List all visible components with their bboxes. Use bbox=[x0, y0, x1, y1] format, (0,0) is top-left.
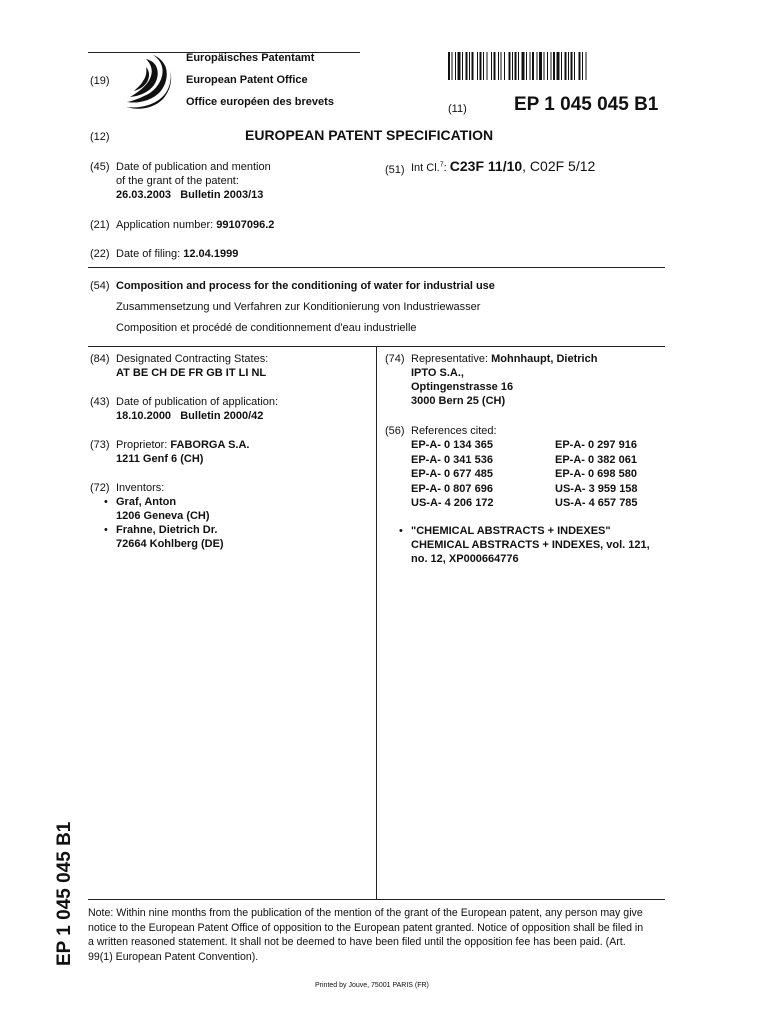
code-72: (72) bbox=[90, 482, 110, 494]
note-line: notice to the European Patent Office of opposition to the European patent granted. Notice of opposition shall be filed in bbox=[88, 921, 644, 934]
references-right-column bbox=[555, 438, 638, 511]
barcode-bar bbox=[472, 52, 474, 80]
nonpatent-bullet: • bbox=[399, 525, 403, 537]
application-publication-value: 18.10.2000 Bulletin 2000/42 bbox=[116, 410, 264, 422]
proprietor-name: FABORGA S.A. bbox=[170, 439, 250, 451]
barcode-bar bbox=[458, 52, 461, 80]
code-12: (12) bbox=[90, 131, 110, 143]
barcode bbox=[448, 52, 664, 80]
barcode-bar bbox=[537, 52, 538, 80]
int-cl-primary: C23F 11/10 bbox=[449, 158, 523, 174]
barcode-bar bbox=[498, 52, 499, 80]
grant-date-value: 26.03.2003 Bulletin 2003/13 bbox=[116, 189, 264, 201]
reference-item: US-A- 3 959 158 bbox=[555, 482, 638, 495]
opposition-note bbox=[88, 906, 668, 964]
barcode-bar bbox=[466, 52, 468, 80]
barcode-bar bbox=[448, 52, 450, 80]
application-publication-label: Date of publication of application: bbox=[116, 396, 279, 408]
inventor-bullet: • bbox=[104, 496, 108, 508]
barcode-bar bbox=[491, 52, 492, 80]
references-left-column bbox=[411, 438, 494, 511]
barcode-bar bbox=[509, 52, 511, 80]
designated-states-value: AT BE CH DE FR GB IT LI NL bbox=[116, 367, 267, 379]
barcode-bar bbox=[483, 52, 484, 80]
inventor-name: Frahne, Dietrich Dr. bbox=[116, 524, 218, 536]
grant-date-label-1: Date of publication and mention bbox=[116, 161, 271, 173]
application-number-label: Application number: bbox=[116, 219, 214, 231]
nonpatent-citation-line-1: "CHEMICAL ABSTRACTS + INDEXES" bbox=[411, 525, 611, 537]
representative-firm: IPTO S.A., bbox=[411, 367, 464, 379]
reference-item: EP-A- 0 677 485 bbox=[411, 468, 493, 480]
barcode-bar bbox=[462, 52, 463, 80]
note-line: 99(1) European Patent Convention). bbox=[88, 950, 259, 963]
barcode-bar bbox=[504, 52, 505, 80]
inventor-address: 1206 Geneva (CH) bbox=[116, 510, 210, 522]
inventor-bullet: • bbox=[104, 524, 108, 536]
barcode-bar bbox=[469, 52, 470, 80]
int-cl-colon: : bbox=[443, 162, 447, 174]
office-name-en: European Patent Office bbox=[186, 74, 308, 86]
barcode-bar bbox=[522, 52, 525, 80]
representative-city: 3000 Bern 25 (CH) bbox=[411, 395, 506, 407]
proprietor bbox=[116, 438, 249, 452]
code-73: (73) bbox=[90, 439, 110, 451]
int-cl-secondary: , C02F 5/12 bbox=[522, 158, 596, 174]
representative-street: Optingenstrasse 16 bbox=[411, 381, 514, 393]
barcode-bar bbox=[574, 52, 575, 80]
int-cl-superscript: 7 bbox=[439, 161, 444, 169]
barcode-bar bbox=[526, 52, 527, 80]
reference-item: US-A- 4 657 785 bbox=[555, 497, 638, 509]
rule-before-note bbox=[88, 899, 665, 900]
code-56: (56) bbox=[385, 425, 405, 437]
reference-item: EP-A- 0 341 536 bbox=[411, 453, 493, 466]
inventor-name: Graf, Anton bbox=[116, 496, 177, 508]
int-cl bbox=[411, 158, 595, 175]
note-line: Note: Within nine months from the publication of the mention of the grant of the European patent, any person may give bbox=[88, 907, 643, 919]
code-19: (19) bbox=[90, 75, 110, 87]
barcode-bar bbox=[515, 52, 517, 80]
barcode-bar bbox=[544, 52, 545, 80]
representative bbox=[411, 352, 597, 366]
epo-logo-icon bbox=[122, 54, 172, 112]
barcode-bar bbox=[547, 52, 548, 80]
side-publication-number: EP 1 045 045 B1 bbox=[54, 821, 75, 966]
barcode-bar bbox=[586, 52, 587, 80]
rule-before-title bbox=[88, 267, 665, 268]
title-english: Composition and process for the conditioning of water for industrial use bbox=[116, 280, 495, 292]
office-name-fr: Office européen des brevets bbox=[186, 96, 334, 108]
reference-item: EP-A- 0 297 916 bbox=[555, 439, 637, 451]
int-cl-label: Int Cl. bbox=[411, 162, 440, 174]
reference-item: US-A- 4 206 172 bbox=[411, 497, 494, 509]
title-french: Composition et procédé de conditionnement d'eau industrielle bbox=[116, 322, 417, 334]
barcode-bar bbox=[512, 52, 513, 80]
barcode-bar bbox=[568, 52, 569, 80]
reference-item: EP-A- 0 134 365 bbox=[411, 439, 493, 451]
inventor-address: 72664 Kohlberg (DE) bbox=[116, 538, 224, 550]
printer-imprint: Printed by Jouve, 75001 PARIS (FR) bbox=[315, 982, 429, 989]
office-name-de: Europäisches Patentamt bbox=[186, 52, 315, 64]
barcode-bar bbox=[480, 52, 482, 80]
nonpatent-citation-line-2: CHEMICAL ABSTRACTS + INDEXES, vol. 121, bbox=[411, 539, 650, 551]
code-22: (22) bbox=[90, 248, 110, 260]
barcode-bar bbox=[452, 52, 453, 80]
barcode-bar bbox=[571, 52, 573, 80]
code-11: (11) bbox=[448, 103, 467, 115]
barcode-bar bbox=[579, 52, 581, 80]
barcode-bar bbox=[487, 52, 488, 80]
barcode-bar bbox=[530, 52, 531, 80]
publication-number: EP 1 045 045 B1 bbox=[514, 94, 659, 115]
note-line: a written reasoned statement. It shall not be deemed to have been filed until the opposition fee has been paid. (Art. bbox=[88, 936, 626, 948]
application-number bbox=[116, 218, 274, 232]
barcode-bar bbox=[565, 52, 567, 80]
application-number-value: 99107096.2 bbox=[216, 219, 275, 231]
representative-name: Mohnhaupt, Dietrich bbox=[491, 353, 598, 365]
references-label: References cited: bbox=[411, 425, 497, 437]
column-divider bbox=[376, 346, 377, 899]
reference-item: EP-A- 0 698 580 bbox=[555, 468, 637, 480]
barcode-bar bbox=[551, 52, 552, 80]
barcode-bar bbox=[557, 52, 560, 80]
title-german: Zusammensetzung und Verfahren zur Konditionierung von Industriewasser bbox=[116, 301, 481, 313]
barcode-bar bbox=[518, 52, 519, 80]
inventors-label: Inventors: bbox=[116, 482, 165, 494]
code-84: (84) bbox=[90, 353, 110, 365]
barcode-bar bbox=[561, 52, 562, 80]
proprietor-label: Proprietor: bbox=[116, 439, 168, 451]
filing-date-label: Date of filing: bbox=[116, 248, 181, 260]
designated-states-label: Designated Contracting States: bbox=[116, 353, 269, 365]
filing-date-value: 12.04.1999 bbox=[183, 248, 239, 260]
code-21: (21) bbox=[90, 219, 110, 231]
reference-item: EP-A- 0 382 061 bbox=[555, 453, 637, 466]
filing-date bbox=[116, 247, 238, 261]
code-51: (51) bbox=[385, 164, 405, 176]
nonpatent-citation-line-3: no. 12, XP000664776 bbox=[411, 553, 519, 565]
barcode-bar bbox=[477, 52, 478, 80]
code-43: (43) bbox=[90, 396, 110, 408]
code-54: (54) bbox=[90, 280, 110, 292]
document-type: EUROPEAN PATENT SPECIFICATION bbox=[245, 127, 494, 143]
barcode-bar bbox=[494, 52, 496, 80]
code-74: (74) bbox=[385, 353, 405, 365]
barcode-bar bbox=[553, 52, 555, 80]
barcode-bar bbox=[455, 52, 456, 80]
barcode-bar bbox=[582, 52, 583, 80]
proprietor-address: 1211 Genf 6 (CH) bbox=[116, 453, 204, 465]
code-45: (45) bbox=[90, 161, 110, 173]
barcode-bar bbox=[532, 52, 534, 80]
representative-label: Representative: bbox=[411, 353, 489, 365]
reference-item: EP-A- 0 807 696 bbox=[411, 482, 493, 495]
barcode-bar bbox=[539, 52, 542, 80]
grant-date-label-2: of the grant of the patent: bbox=[116, 175, 239, 187]
barcode-bar bbox=[501, 52, 502, 80]
